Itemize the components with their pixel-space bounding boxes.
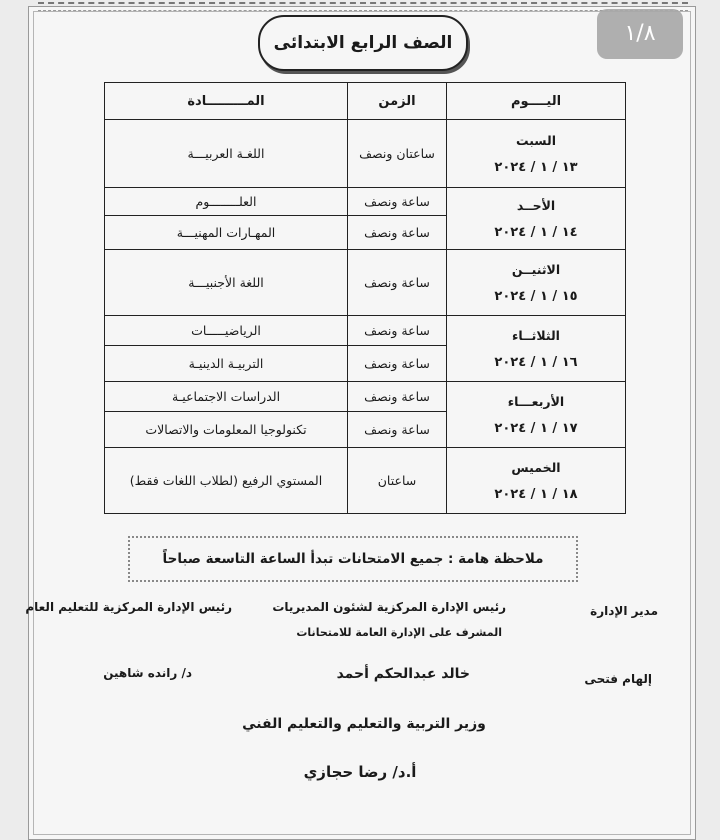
subject-cell: الرياضيـــــات bbox=[105, 316, 348, 346]
day-cell bbox=[447, 382, 626, 448]
day-date: ١٤ / ١ / ٢٠٢٤ bbox=[494, 224, 578, 240]
subject-cell: المستوي الرفيع (لطلاب اللغات فقط) bbox=[105, 448, 348, 514]
subject-cell: تكنولوجيا المعلومات والاتصالات bbox=[105, 412, 348, 448]
table-row bbox=[105, 188, 626, 216]
director-name: إلهام فتحى bbox=[584, 672, 652, 686]
subject-cell: العلــــــــوم bbox=[105, 188, 348, 216]
day-date: ١٥ / ١ / ٢٠٢٤ bbox=[494, 288, 578, 304]
table-row bbox=[105, 120, 626, 188]
subject-cell: اللغة الأجنبيـــة bbox=[105, 250, 348, 316]
subject-cell: اللغـة العربيـــة bbox=[105, 120, 348, 188]
subject-cell: التربيـة الدينيـة bbox=[105, 346, 348, 382]
day-date: ١٧ / ١ / ٢٠٢٤ bbox=[494, 420, 578, 436]
day-date: ١٦ / ١ / ٢٠٢٤ bbox=[494, 354, 578, 370]
day-name: الأربعـــاء bbox=[507, 393, 565, 409]
important-note: ملاحظة هامة : جميع الامتحانات تبدأ الساعة التاسعة صباحاً bbox=[128, 536, 578, 582]
table-row bbox=[105, 250, 626, 316]
central-affairs-title: رئيس الإدارة المركزية لشئون المديريات bbox=[272, 600, 506, 614]
day-name: السبت bbox=[515, 132, 557, 148]
subject-cell: الدراسات الاجتماعيـة bbox=[105, 382, 348, 412]
time-cell: ساعة ونصف bbox=[348, 216, 447, 250]
table-header-row bbox=[105, 83, 626, 120]
day-name: الاثنيــن bbox=[511, 261, 561, 277]
time-cell: ساعتان ونصف bbox=[348, 120, 447, 188]
day-name: الأحــد bbox=[516, 197, 556, 213]
time-cell: ساعة ونصف bbox=[348, 412, 447, 448]
minister-name: أ.د/ رضا حجازي bbox=[303, 763, 417, 781]
central-affairs-name: خالد عبدالحكم أحمد bbox=[336, 666, 470, 682]
day-cell bbox=[447, 316, 626, 382]
time-cell: ساعة ونصف bbox=[348, 346, 447, 382]
day-cell bbox=[447, 188, 626, 250]
header-subject: المـــــــــادة bbox=[105, 83, 348, 120]
general-edu-title: رئيس الإدارة المركزية للتعليم العام bbox=[25, 600, 232, 614]
day-date: ١٨ / ١ / ٢٠٢٤ bbox=[494, 486, 578, 502]
page-title: الصف الرابع الابتدائى bbox=[258, 15, 468, 71]
director-title: مدير الإدارة bbox=[590, 604, 658, 618]
header-time: الزمن bbox=[348, 83, 447, 120]
time-cell: ساعة ونصف bbox=[348, 316, 447, 346]
day-cell bbox=[447, 120, 626, 188]
central-affairs-subtitle: المشرف على الإدارة العامة للامتحانات bbox=[296, 626, 502, 639]
exam-schedule-table bbox=[104, 82, 626, 514]
table-row bbox=[105, 316, 626, 346]
top-border-line bbox=[38, 2, 688, 11]
time-cell: ساعة ونصف bbox=[348, 382, 447, 412]
time-cell: ساعة ونصف bbox=[348, 250, 447, 316]
day-cell bbox=[447, 250, 626, 316]
day-name: الخميس bbox=[511, 459, 561, 475]
table-row bbox=[105, 382, 626, 412]
day-date: ١٣ / ١ / ٢٠٢٤ bbox=[494, 159, 578, 175]
day-name: الثلاثــاء bbox=[512, 327, 560, 343]
header-day: اليــــوم bbox=[447, 83, 626, 120]
general-edu-name: د/ رانده شاهين bbox=[103, 666, 192, 680]
day-cell bbox=[447, 448, 626, 514]
subject-cell: المهـارات المهنيـــة bbox=[105, 216, 348, 250]
table-row bbox=[105, 448, 626, 514]
time-cell: ساعتان bbox=[348, 448, 447, 514]
minister-title: وزير التربية والتعليم والتعليم الفني bbox=[242, 716, 486, 732]
time-cell: ساعة ونصف bbox=[348, 188, 447, 216]
page-indicator-badge[interactable]: ١/٨ bbox=[597, 9, 683, 59]
